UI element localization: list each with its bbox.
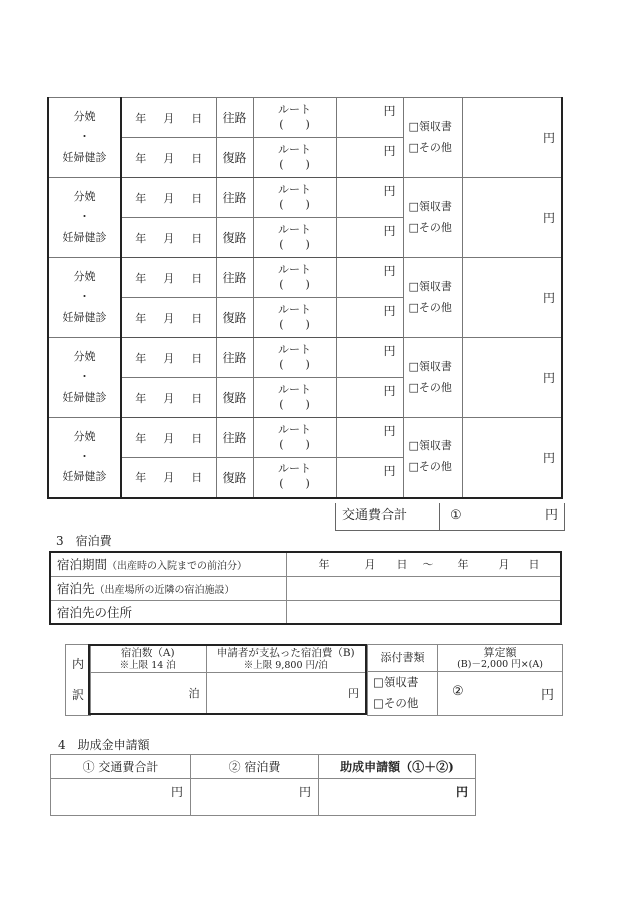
outbound-route-field[interactable] <box>253 338 336 378</box>
cell-text: ( ) <box>279 277 310 291</box>
outbound-row <box>48 338 562 378</box>
return-label: 復路 <box>216 298 253 338</box>
cell-text: ルート <box>278 182 311 196</box>
lodging-breakdown-table <box>88 644 367 715</box>
lodging-facility-field[interactable] <box>286 576 561 600</box>
attached-docs-cell <box>403 258 462 338</box>
return-date-field[interactable] <box>121 378 216 418</box>
cell-text: 月 <box>163 151 175 165</box>
category-checkup: 妊婦健診 <box>62 470 107 484</box>
receipt-checkbox[interactable]: □領収書 <box>408 279 452 293</box>
outbound-amount-field[interactable]: 円 <box>336 338 403 378</box>
marker-1: ① <box>450 508 462 523</box>
cell-text: ( ) <box>279 477 310 491</box>
outbound-label: 往路 <box>216 338 253 378</box>
lodging-cost-header: ② 宿泊費 <box>191 755 319 779</box>
lodging-facility-label: 宿泊先（出産場所の近隣の宿泊施設） <box>50 576 286 600</box>
cell-text: ルート <box>278 342 311 356</box>
section-3-title: 3 宿泊費 <box>56 534 112 548</box>
return-date-field[interactable] <box>121 138 216 178</box>
cell-text: ルート <box>278 302 311 316</box>
transport-total-header: ① 交通費合計 <box>51 755 191 779</box>
attached-docs-cell <box>403 178 462 258</box>
cell-text: ルート <box>278 142 311 156</box>
return-date-field[interactable] <box>121 298 216 338</box>
trip-category-cell <box>48 98 121 178</box>
cell-text: 年 <box>135 391 147 405</box>
application-amount-field[interactable]: 円 <box>319 779 476 816</box>
nights-field[interactable]: 泊 <box>89 673 206 714</box>
receipt-checkbox[interactable]: □領収書 <box>408 199 452 213</box>
outbound-label: 往路 <box>216 418 253 458</box>
outbound-row <box>48 178 562 218</box>
outbound-row <box>48 98 562 138</box>
paid-cost-field[interactable]: 円 <box>206 673 366 714</box>
cell-text: 月 <box>163 351 175 365</box>
outbound-date-field[interactable] <box>121 418 216 458</box>
lodging-cost-amount-field[interactable]: 円 <box>191 779 319 816</box>
breakdown-right-table <box>367 644 563 714</box>
side-label-top: 内 <box>71 657 84 671</box>
trip-category-cell <box>48 418 121 498</box>
attached-docs-cell <box>403 338 462 418</box>
cell-text: 年 <box>135 191 147 205</box>
outbound-route-field[interactable] <box>253 258 336 298</box>
outbound-row <box>48 258 562 298</box>
return-amount-field[interactable]: 円 <box>336 138 403 178</box>
cell-text: 日 <box>191 391 203 405</box>
application-amount-table <box>50 754 476 816</box>
other-doc-checkbox[interactable]: □その他 <box>408 460 452 474</box>
outbound-amount-field[interactable]: 円 <box>336 258 403 298</box>
marker-2: ② <box>452 683 464 699</box>
return-route-field[interactable] <box>253 378 336 418</box>
category-delivery: 分娩 <box>73 350 96 364</box>
cell-text: 年 <box>135 151 147 165</box>
cell-text: 月 <box>163 311 175 325</box>
outbound-label: 往路 <box>216 258 253 298</box>
calc-header: 算定額 (B)－2,000 円×(A) <box>438 645 563 672</box>
cell-text: 日 <box>191 191 203 205</box>
trip-total-field[interactable]: 円 <box>462 178 562 258</box>
outbound-date-field[interactable] <box>121 258 216 298</box>
category-delivery: 分娩 <box>73 190 96 204</box>
cell-text: ( ) <box>279 237 310 251</box>
return-amount-field[interactable]: 円 <box>336 458 403 498</box>
return-label: 復路 <box>216 138 253 178</box>
transport-total-amount-field[interactable]: 円 <box>51 779 191 816</box>
cell-text: ( ) <box>279 397 310 411</box>
cell-text: ルート <box>278 382 311 396</box>
category-separator: ・ <box>79 370 90 384</box>
return-amount-field[interactable]: 円 <box>336 218 403 258</box>
receipt-checkbox[interactable]: □領収書 <box>408 119 452 133</box>
trip-category-cell <box>48 178 121 258</box>
cell-text: 日 <box>191 351 203 365</box>
lodging-info-table <box>49 551 562 625</box>
category-separator: ・ <box>79 210 90 224</box>
trip-total-field[interactable]: 円 <box>462 418 562 498</box>
other-doc-checkbox[interactable]: □その他 <box>408 300 452 314</box>
cell-text: ルート <box>278 102 311 116</box>
transport-total-field[interactable] <box>440 503 564 530</box>
cell-text: 年 <box>135 471 147 485</box>
outbound-route-field[interactable] <box>253 178 336 218</box>
cell-text: 月 <box>163 191 175 205</box>
outbound-date-field[interactable] <box>121 98 216 138</box>
trip-total-field[interactable]: 円 <box>462 258 562 338</box>
cell-text: 日 <box>191 431 203 445</box>
category-checkup: 妊婦健診 <box>62 310 107 324</box>
cell-text: ルート <box>278 222 311 236</box>
trip-category-cell <box>48 338 121 418</box>
cell-text: 日 <box>191 311 203 325</box>
cell-text: 月 <box>163 431 175 445</box>
cell-text: ( ) <box>279 317 310 331</box>
outbound-label: 往路 <box>216 178 253 218</box>
transport-total-row <box>335 503 565 531</box>
cell-text: 年 <box>135 431 147 445</box>
cell-text: ルート <box>278 262 311 276</box>
trip-category-cell <box>48 258 121 338</box>
cell-text: 日 <box>191 271 203 285</box>
nights-header: 宿泊数（A) ※上限 14 泊 <box>89 645 206 673</box>
return-route-field[interactable] <box>253 458 336 498</box>
other-doc-checkbox[interactable]: □その他 <box>408 140 452 154</box>
cell-text: 日 <box>191 231 203 245</box>
category-delivery: 分娩 <box>73 110 96 124</box>
lodging-period-row <box>50 552 561 576</box>
outbound-amount-field[interactable]: 円 <box>336 418 403 458</box>
outbound-route-field[interactable] <box>253 418 336 458</box>
category-separator: ・ <box>79 290 90 304</box>
category-delivery: 分娩 <box>73 429 96 443</box>
cell-text: 年 <box>135 351 147 365</box>
cell-text: 年 <box>135 311 147 325</box>
cell-text: ( ) <box>279 117 310 131</box>
outbound-label: 往路 <box>216 98 253 138</box>
attached-docs-cell <box>403 98 462 178</box>
lodging-receipt-checkbox[interactable]: □領収書 <box>373 675 419 689</box>
cell-text: 年 <box>135 271 147 285</box>
return-date-field[interactable] <box>121 218 216 258</box>
lodging-address-label: 宿泊先の住所 <box>50 600 286 624</box>
lodging-other-checkbox[interactable]: □その他 <box>373 696 419 711</box>
section-4-title: 4 助成金申請額 <box>58 738 150 752</box>
category-delivery: 分娩 <box>73 270 96 284</box>
receipt-checkbox[interactable]: □領収書 <box>408 359 452 373</box>
return-route-field[interactable] <box>253 298 336 338</box>
other-doc-checkbox[interactable]: □その他 <box>408 220 452 234</box>
cell-text: ( ) <box>279 197 310 211</box>
category-checkup: 妊婦健診 <box>62 230 107 244</box>
attached-docs-cell <box>403 418 462 498</box>
outbound-route-field[interactable] <box>253 98 336 138</box>
return-amount-field[interactable]: 円 <box>336 378 403 418</box>
transport-expense-table <box>47 97 563 499</box>
return-route-field[interactable] <box>253 138 336 178</box>
calc-amount-field[interactable] <box>438 672 563 716</box>
return-route-field[interactable] <box>253 218 336 258</box>
return-date-field[interactable] <box>121 458 216 498</box>
return-label: 復路 <box>216 458 253 498</box>
lodging-period-field[interactable]: 年 月 日 ～ 年 月 日 <box>286 552 561 576</box>
receipt-checkbox[interactable]: □領収書 <box>408 439 452 453</box>
lodging-address-row <box>50 600 561 624</box>
category-checkup: 妊婦健診 <box>62 150 107 164</box>
lodging-period-label: 宿泊期間（出産時の入院までの前泊分） <box>50 552 286 576</box>
cell-text: 月 <box>163 391 175 405</box>
outbound-amount-field[interactable]: 円 <box>336 178 403 218</box>
cell-text: 月 <box>163 271 175 285</box>
outbound-amount-field[interactable]: 円 <box>336 98 403 138</box>
lodging-docs-cell <box>368 672 438 716</box>
return-amount-field[interactable]: 円 <box>336 298 403 338</box>
return-label: 復路 <box>216 378 253 418</box>
other-doc-checkbox[interactable]: □その他 <box>408 380 452 394</box>
cell-text: ( ) <box>279 157 310 171</box>
application-amount-header: 助成申請額（①＋②) <box>319 755 476 779</box>
cell-text: ルート <box>278 462 311 476</box>
cell-text: 日 <box>191 111 203 125</box>
cell-text: 日 <box>191 471 203 485</box>
category-checkup: 妊婦健診 <box>62 390 107 404</box>
cell-text: ( ) <box>279 357 310 371</box>
cell-text: 月 <box>163 111 175 125</box>
yen-unit: 円 <box>544 508 558 523</box>
yen-unit: 円 <box>540 687 554 703</box>
paid-cost-header: 申請者が支払った宿泊費（B) ※上限 9,800 円/泊 <box>206 645 366 673</box>
cell-text: 月 <box>163 231 175 245</box>
cell-text: ( ) <box>279 437 310 451</box>
trip-total-field[interactable]: 円 <box>462 98 562 178</box>
outbound-date-field[interactable] <box>121 178 216 218</box>
cell-text: 年 <box>135 231 147 245</box>
trip-total-field[interactable]: 円 <box>462 338 562 418</box>
cell-text: 日 <box>191 151 203 165</box>
outbound-row <box>48 418 562 458</box>
outbound-date-field[interactable] <box>121 338 216 378</box>
cell-text: ルート <box>278 422 311 436</box>
cell-text: 年 <box>135 111 147 125</box>
cell-text: 月 <box>163 471 175 485</box>
return-label: 復路 <box>216 218 253 258</box>
transport-total-label: 交通費合計 <box>336 503 440 530</box>
category-separator: ・ <box>79 450 90 464</box>
category-separator: ・ <box>79 130 90 144</box>
lodging-address-field[interactable] <box>286 600 561 624</box>
side-label-bottom: 訳 <box>71 688 84 702</box>
lodging-facility-row <box>50 576 561 600</box>
docs-header: 添付書類 <box>368 645 438 672</box>
